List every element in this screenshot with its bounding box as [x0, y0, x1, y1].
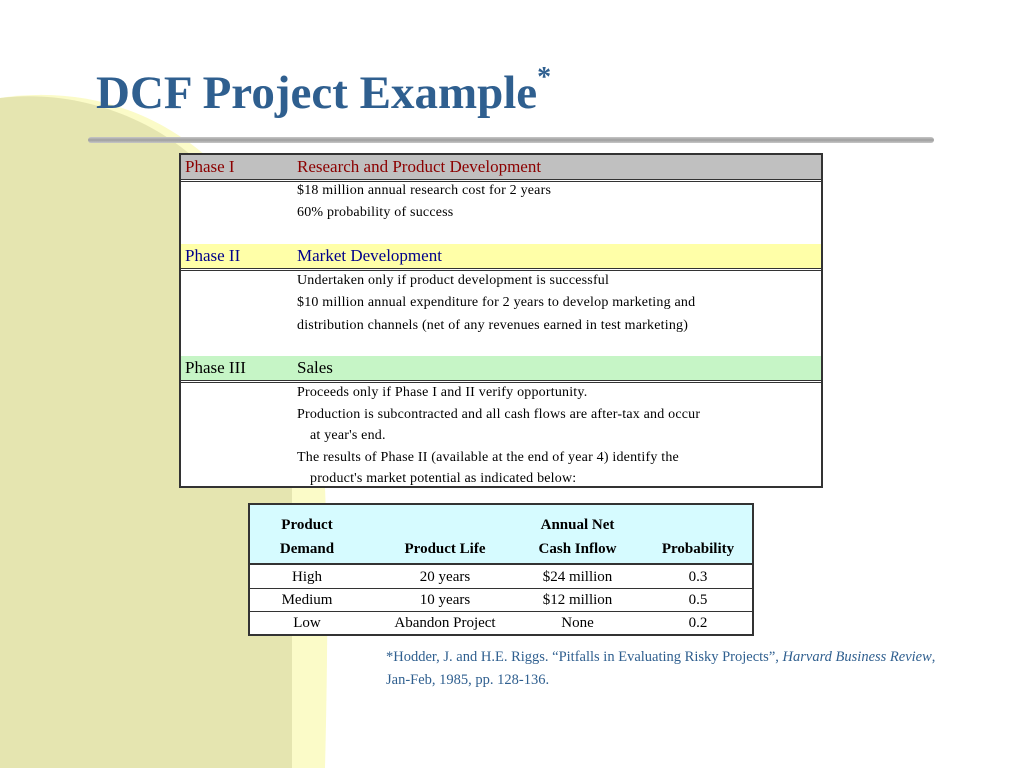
phase-1-rule: [181, 179, 821, 182]
phase-2-title: Market Development: [297, 246, 442, 265]
table-cell: $24 million: [542, 569, 613, 585]
header-cash-inflow-line2: Cash Inflow: [538, 541, 617, 557]
phase-3-line: The results of Phase II (available at the end of year 4) identify the: [297, 450, 679, 465]
phase-3-line: Proceeds only if Phase I and II verify opportunity.: [297, 385, 588, 400]
slide-title-text: DCF Project Example: [96, 67, 538, 119]
header-probability-line2: Probability: [661, 541, 735, 557]
phase-1-line: $18 million annual research cost for 2 years: [297, 183, 552, 198]
slide-title: [96, 62, 552, 120]
phase-3-line: product's market potential as indicated below:: [310, 471, 577, 486]
phase-1-header: [181, 155, 821, 179]
table-cell: None: [561, 615, 594, 631]
table-cell: 10 years: [419, 592, 471, 608]
citation-journal: Harvard Business Review: [782, 649, 932, 665]
header-product-life-line2: Product Life: [404, 541, 486, 557]
citation: [386, 646, 946, 692]
phase-2-rule: [181, 268, 821, 271]
citation-text: *Hodder, J. and H.E. Riggs. “Pitfalls in Evaluating Risky Projects”,: [386, 649, 783, 665]
table-cell: 0.5: [688, 592, 708, 608]
phase-1-line: 60% probability of success: [297, 205, 454, 220]
table-cell: $12 million: [542, 592, 613, 608]
phase-3-line: at year's end.: [310, 428, 386, 443]
header-product-demand-line2: Demand: [279, 541, 335, 557]
phase-2-line: Undertaken only if product development is successful: [297, 273, 610, 288]
header-cash-inflow-line1: Annual Net: [540, 517, 615, 533]
phase-3-label: Phase III: [185, 358, 246, 377]
phase-2-line: $10 million annual expenditure for 2 years to develop marketing and: [297, 295, 696, 310]
phase-3-line: Production is subcontracted and all cash flows are after-tax and occur: [297, 407, 701, 422]
table-cell: High: [292, 569, 322, 585]
phase-2-header: [181, 244, 821, 268]
title-divider: [88, 137, 934, 143]
table-cell: 20 years: [419, 569, 471, 585]
phase-2-label: Phase II: [185, 246, 241, 265]
phase-1-title: Research and Product Development: [297, 157, 542, 176]
phase-3-title: Sales: [297, 358, 333, 377]
table-cell: 0.3: [688, 569, 708, 585]
table-cell: Low: [293, 615, 321, 631]
phase-1-label: Phase I: [185, 157, 235, 176]
header-product-demand-line1: Product: [281, 517, 333, 533]
title-footnote-mark: *: [537, 62, 552, 93]
table-cell: Abandon Project: [394, 615, 496, 631]
phases-box: [179, 153, 823, 488]
table-cell: Medium: [281, 592, 333, 608]
demand-header-rule: [250, 563, 752, 565]
phase-3-header: [181, 356, 821, 380]
phase-2-line: distribution channels (net of any revenues earned in test marketing): [297, 318, 689, 333]
table-cell: 0.2: [688, 615, 708, 631]
demand-table: [248, 503, 754, 636]
citation-details: , Jan-Feb, 1985, pp. 128-136.: [386, 649, 936, 688]
phase-3-rule: [181, 380, 821, 383]
